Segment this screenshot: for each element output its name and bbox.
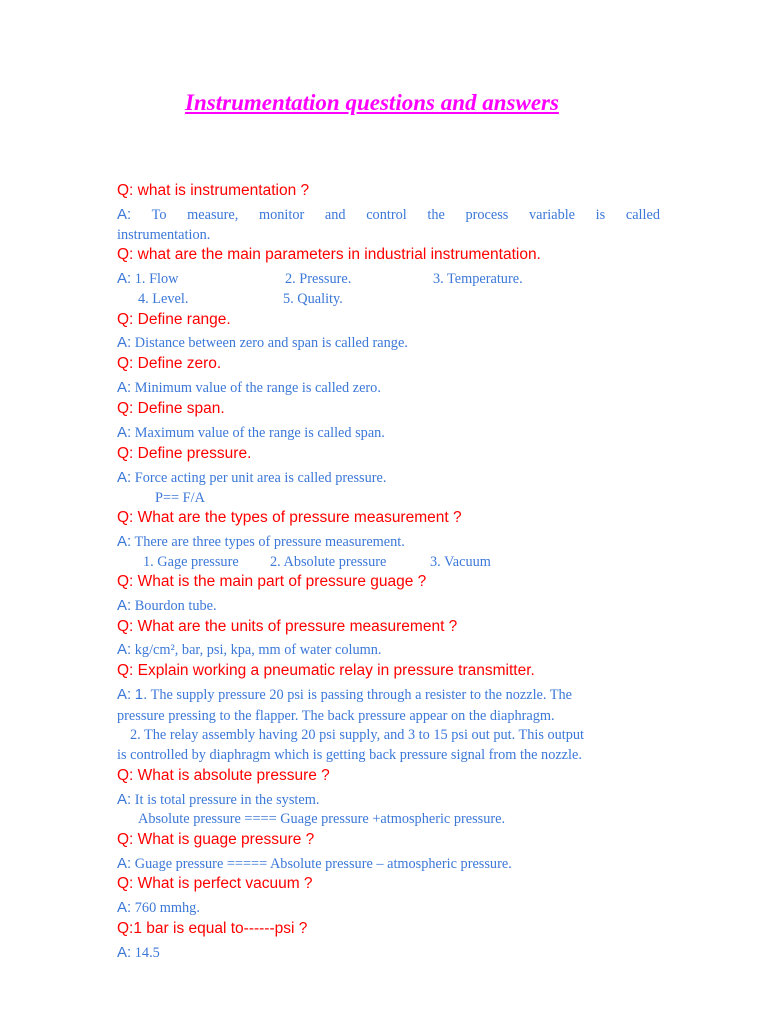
answer-2-line-1	[117, 269, 178, 289]
answer-marker: A:	[117, 944, 132, 961]
answer-5-text: Maximum value of the range is called span.	[134, 425, 385, 441]
question-2: Q: what are the main parameters in industrial instrumentation.	[117, 246, 541, 263]
answer-marker: A:	[117, 424, 132, 441]
answer-14	[117, 943, 160, 963]
question-9: Q: What are the units of pressure measurement ?	[117, 618, 458, 635]
document-title: Instrumentation questions and answers	[185, 90, 559, 115]
question-8: Q: What is the main part of pressure guage ?	[117, 573, 427, 590]
answer-12	[117, 854, 512, 874]
answer-1-line-2: instrumentation.	[117, 227, 211, 243]
answer-marker: A:	[117, 899, 132, 916]
question-12: Q: What is guage pressure ?	[117, 831, 315, 848]
answer-8	[117, 596, 217, 616]
question-13: Q: What is perfect vacuum ?	[117, 875, 313, 892]
answer-marker: A:	[117, 206, 132, 223]
question-4: Q: Define zero.	[117, 355, 222, 372]
answer-marker: A:	[117, 686, 132, 703]
answer-marker: A:	[117, 379, 132, 396]
answer-14-text: 14.5	[134, 945, 160, 961]
answer-4	[117, 378, 381, 398]
answer-marker: A:	[117, 791, 132, 808]
answer-marker: A:	[117, 533, 132, 550]
answer-marker: A:	[117, 270, 132, 287]
answer-10-number: 1.	[134, 686, 148, 703]
answer-7-item-2: 2. Absolute pressure	[270, 554, 387, 570]
question-5: Q: Define span.	[117, 400, 225, 417]
answer-6	[117, 468, 386, 488]
answer-marker: A:	[117, 855, 132, 872]
answer-marker: A:	[117, 334, 132, 351]
answer-12-text: Guage pressure ===== Absolute pressure – atmospheric pressure.	[134, 856, 512, 872]
answer-9	[117, 640, 381, 660]
answer-8-text: Bourdon tube.	[134, 598, 217, 614]
answer-10-line-2: pressure pressing to the flapper. The back pressure appear on the diaphragm.	[117, 708, 555, 724]
question-1: Q: what is instrumentation ?	[117, 182, 310, 199]
question-14: Q:1 bar is equal to------psi ?	[117, 920, 308, 937]
answer-6-text: Force acting per unit area is called pressure.	[134, 470, 387, 486]
answer-marker: A:	[117, 641, 132, 658]
answer-10-line-3: 2. The relay assembly having 20 psi supply, and 3 to 15 psi out put. This output	[130, 727, 585, 743]
answer-10-line-4: is controlled by diaphragm which is getting back pressure signal from the nozzle.	[117, 747, 582, 763]
answer-13	[117, 898, 200, 918]
answer-7-text: There are three types of pressure measurement.	[134, 534, 405, 550]
question-7: Q: What are the types of pressure measurement ?	[117, 509, 462, 526]
answer-1-line-1	[117, 205, 660, 225]
answer-marker: A:	[117, 469, 132, 486]
answer-10-text: The supply pressure 20 psi is passing through a resister to the nozzle. The	[150, 687, 573, 703]
answer-10-line-1	[117, 685, 572, 705]
pressure-formula: P== F/A	[155, 490, 205, 506]
absolute-pressure-formula: Absolute pressure ==== Guage pressure +atmospheric pressure.	[138, 811, 506, 827]
answer-2-item-1: 1. Flow	[134, 271, 179, 287]
answer-3-text: Distance between zero and span is called range.	[134, 335, 408, 351]
answer-7	[117, 532, 405, 552]
answer-2-item-4: 4. Level.	[138, 291, 189, 307]
question-6: Q: Define pressure.	[117, 445, 252, 462]
answer-2-item-5: 5. Quality.	[283, 291, 343, 307]
answer-13-text: 760 mmhg.	[134, 900, 200, 916]
answer-7-item-1: 1. Gage pressure	[143, 554, 239, 570]
answer-11	[117, 790, 319, 810]
question-10: Q: Explain working a pneumatic relay in pressure transmitter.	[117, 662, 535, 679]
answer-1-text: To measure, monitor and control the process variable is called	[151, 207, 660, 223]
answer-11-text: It is total pressure in the system.	[134, 792, 320, 808]
answer-5	[117, 423, 385, 443]
answer-3	[117, 333, 408, 353]
answer-7-item-3: 3. Vacuum	[430, 554, 491, 570]
answer-9-text: kg/cm², bar, psi, kpa, mm of water column.	[134, 642, 382, 658]
answer-marker: A:	[117, 597, 132, 614]
answer-2-item-2: 2. Pressure.	[285, 271, 352, 287]
answer-2-item-3: 3. Temperature.	[433, 271, 523, 287]
question-3: Q: Define range.	[117, 311, 231, 328]
question-11: Q: What is absolute pressure ?	[117, 767, 330, 784]
answer-4-text: Minimum value of the range is called zero.	[134, 380, 381, 396]
